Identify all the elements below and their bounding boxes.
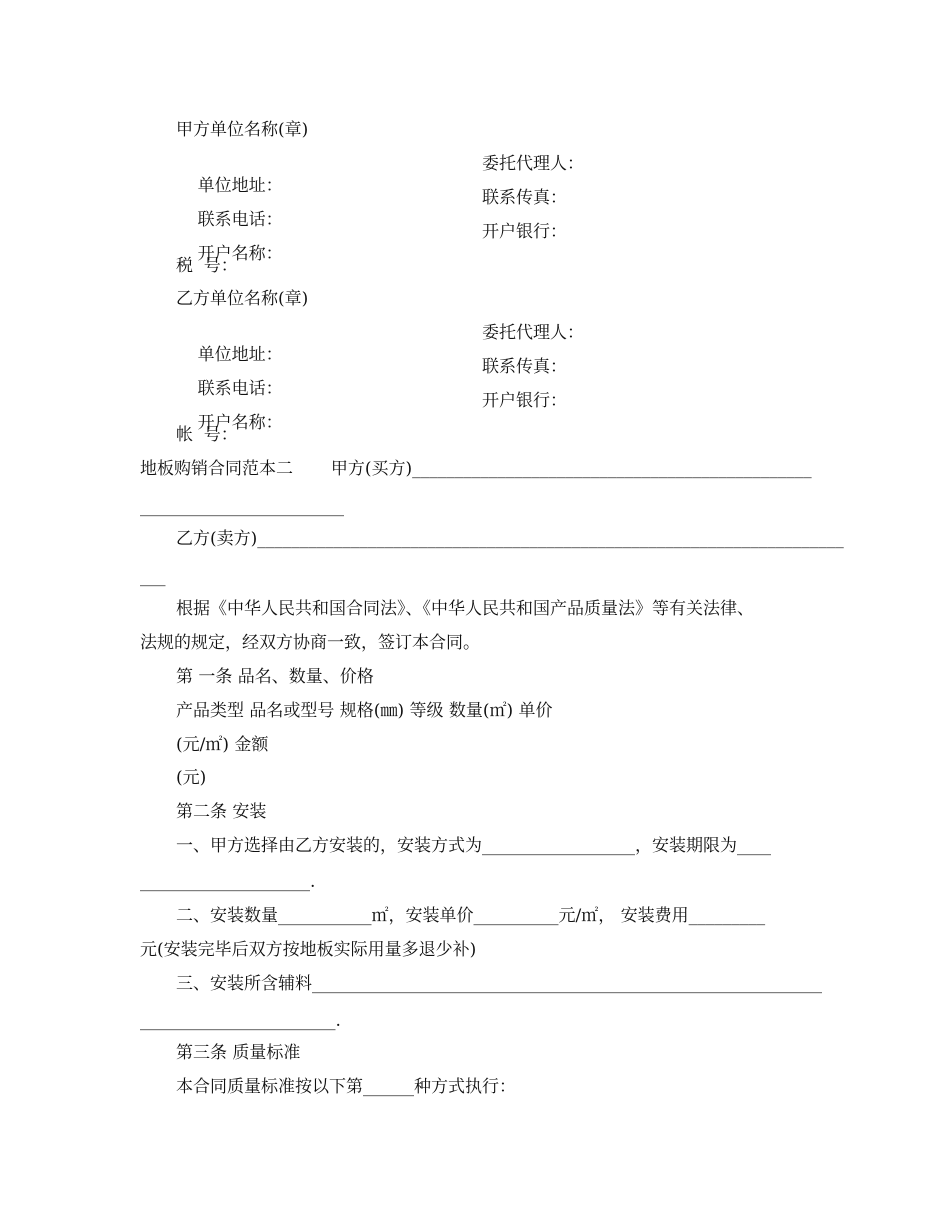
article-2-title: 第二条 安装 [176,802,267,822]
article-2-clause-2-continuation: 元(安装完毕后双方按地板实际用量多退少补) [140,940,477,960]
contract-heading-continuation: ________________________ [140,497,344,517]
article-2-clause-3-continuation: _______________________. [140,1011,341,1031]
article-3-clause-1: 本合同质量标准按以下第______种方式执行： [176,1077,516,1097]
party-b-bank-label: 开户银行： [482,391,567,411]
contract-heading-line: 地板购销合同范本二 甲方(买方)_______________________________________________ [140,459,812,479]
party-b-fax-label: 联系传真： [482,357,567,377]
party-a-agent-label: 委托代理人： [482,154,584,174]
article-1-columns-line-3: (元) [176,768,207,788]
seller-line-continuation: ___ [140,567,166,587]
party-b-name-label: 乙方单位名称(章) [176,289,309,309]
party-b-agent-label: 委托代理人： [482,323,584,343]
party-a-account-name-label: 开户名称： [197,244,283,264]
intro-paragraph-line-2: 法规的规定，经双方协商一致，签订本合同。 [140,633,480,653]
party-a-fax-label: 联系传真： [482,188,567,208]
party-a-name-label: 甲方单位名称(章) [176,120,309,140]
article-3-title: 第三条 质量标准 [176,1043,301,1063]
party-b-address-label: 单位地址： [197,345,283,365]
party-a-bank-label: 开户银行： [482,222,567,242]
party-b-account-label: 帐 号： [176,425,238,445]
article-1-columns-line-1: 产品类型 品名或型号 规格(㎜) 等级 数量(㎡) 单价 [176,701,553,721]
intro-paragraph-line-1: 根据《中华人民共和国合同法》、《中华人民共和国产品质量法》等有关法律、 [176,599,754,619]
article-1-columns-line-2: (元/㎡) 金额 [176,735,269,755]
article-1-title: 第 一条 品名、数量、价格 [176,667,374,687]
article-2-clause-1-continuation: ____________________. [140,872,316,892]
article-2-clause-2: 二、安装数量___________㎡，安装单价__________元/㎡， 安装费用_________ [176,906,766,926]
party-a-phone-label: 联系电话： [197,210,283,230]
article-2-clause-3: 三、安装所含辅料____________________________________________________________ [176,974,822,994]
seller-line: 乙方(卖方)_____________________________________________________________________ [176,529,844,549]
article-2-clause-1: 一、甲方选择由乙方安装的，安装方式为__________________，安装期限为____ [176,836,771,856]
party-a-tax-label: 税 号： [176,256,238,276]
party-a-address-label: 单位地址： [197,176,283,196]
party-b-phone-label: 联系电话： [197,379,283,399]
party-b-account-name-label: 开户名称： [197,413,283,433]
